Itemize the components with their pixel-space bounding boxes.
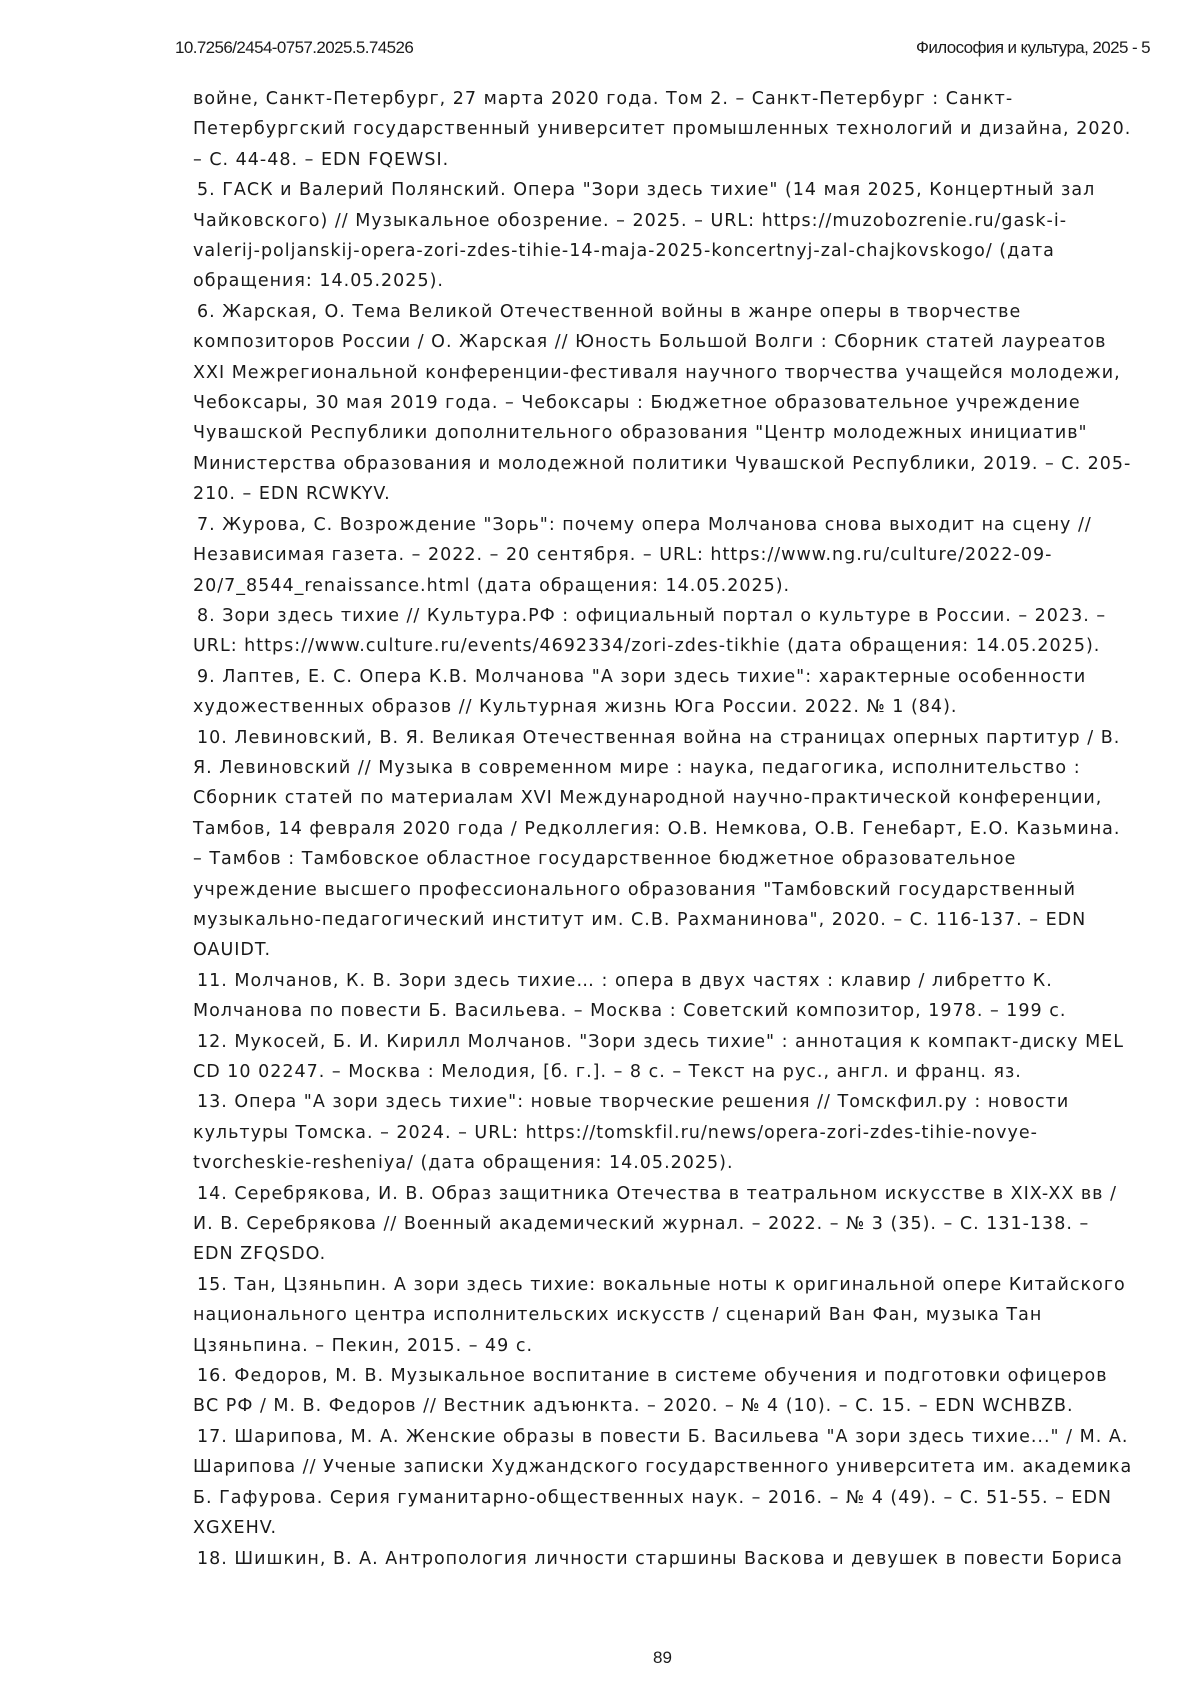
reference-item: 17. Шарипова, М. А. Женские образы в повести Б. Васильева "А зори здесь тихие..." / М. А. Шарипова // Ученые записки Худжандского государственного университета им. академика Б. Гафурова. Серия гуманитарно-общественных наук. – 2016. – № 4 (49). – С. 51-55. – EDN XGXEHV. (193, 1426, 1133, 1539)
reference-item: 13. Опера "А зори здесь тихие": новые творческие решения // Томскфил.ру : новости культуры Томска. – 2024. – URL: https://tomskfil.ru/news/opera-zori-zdes-tihie-novye-tvorcheskie-resheniya/ (дата обращения: 14.05.2025). (193, 1092, 1070, 1174)
reference-item: 14. Серебрякова, И. В. Образ защитника Отечества в театральном искусстве в XIX-XX вв / И. В. Серебрякова // Военный академический журнал. – 2022. – № 3 (35). – С. 131-138. – EDN ZFQSDO. (193, 1183, 1117, 1265)
reference-item: 15. Тан, Цзяньпин. А зори здесь тихие: вокальные ноты к оригинальной опере Китайского национального центра исполнительских искусств / сценарий Ван Фан, музыка Тан Цзяньпина. – Пекин, 2015. – 49 с. (193, 1274, 1126, 1356)
reference-list (193, 84, 1133, 1574)
reference-item: 9. Лаптев, Е. С. Опера К.В. Молчанова "А зори здесь тихие": характерные особенности художественных образов // Культурная жизнь Юга России. 2022. № 1 (84). (193, 666, 1087, 718)
reference-item: 11. Молчанов, К. В. Зори здесь тихие… : опера в двух частях : клавир / либретто К. Молчанова по повести Б. Васильева. – Москва : Советский композитор, 1978. – 199 с. (193, 970, 1067, 1022)
reference-item: 7. Журова, С. Возрождение "Зорь": почему опера Молчанова снова выходит на сцену // Независимая газета. – 2022. – 20 сентября. – URL: https://www.ng.ru/culture/2022-09-20/7_8544_renaissance.html (дата обращения: 14.05.2025). (193, 514, 1092, 596)
reference-item: 16. Федоров, М. В. Музыкальное воспитание в системе обучения и подготовки офицеров ВС РФ / М. В. Федоров // Вестник адъюнкта. – 2020. – № 4 (10). – С. 15. – EDN WCHBZB. (193, 1366, 1108, 1417)
running-head (175, 38, 1150, 62)
reference-item: 6. Жарская, О. Тема Великой Отечественной войны в жанре оперы в творчестве композиторов России / О. Жарская // Юность Большой Волги : Сборник статей лауреатов XXI Межрегиональной конференции-фестиваля научного творчества учащейся молодежи, Чебоксары, 30 мая 2019 года. – Чебоксары : Бюджетное образовательное учреждение Чувашской Республики дополнительного образования "Центр молодежных инициатив" Министерства образования и молодежной политики Чувашской Республики, 2019. – С. 205-210. – EDN RCWKYV. (193, 301, 1132, 505)
reference-item: 8. Зори здесь тихие // Культура.РФ : официальный портал о культуре в России. – 2023. – URL: https://www.culture.ru/events/4692334/zori-zdes-tikhie (дата обращения: 14.05.2025). (193, 605, 1107, 657)
page-number: 89 (653, 1648, 672, 1667)
reference-item: 5. ГАСК и Валерий Полянский. Опера "Зори здесь тихие" (14 мая 2025, Концертный зал Чайковского) // Музыкальное обозрение. – 2025. – URL: https://muzobozrenie.ru/gask-i-valerij-poljanskij-opera-zori-zdes-tihie-14-maja-2025-koncertnyj-zal-chajkovskogo/ (дата обращения: 14.05.2025). (193, 180, 1096, 292)
reference-item: войне, Санкт-Петербург, 27 марта 2020 года. Том 2. – Санкт-Петербург : Санкт-Петербургский государственный университет промышленных технологий и дизайна, 2020. – С. 44-48. – EDN FQEWSI. (193, 89, 1132, 170)
reference-item: 12. Мукосей, Б. И. Кирилл Молчанов. "Зори здесь тихие" : аннотация к компакт-диску MEL CD 10 02247. – Москва : Мелодия, [б. г.]. – 8 с. – Текст на рус., англ. и франц. яз. (193, 1031, 1124, 1082)
reference-item: 10. Левиновский, В. Я. Великая Отечественная война на страницах оперных партитур / В. Я. Левиновский // Музыка в современном мире : наука, педагогика, исполнительство : Сборник статей по материалам XVI Международной научно-практической конференции, Тамбов, 14 февраля 2020 года / Редколлегия: О.В. Немкова, О.В. Генебарт, Е.О. Казьмина. – Тамбов : Тамбовское областное государственное бюджетное образовательное учреждение высшего профессионального образования "Тамбовский государственный музыкально-педагогический институт им. С.В. Рахманинова", 2020. – С. 116-137. – EDN OAUIDT. (193, 727, 1121, 961)
journal-issue: Философия и культура, 2025 - 5 (916, 38, 1150, 57)
doi: 10.7256/2454-0757.2025.5.74526 (175, 38, 414, 57)
reference-item: 18. Шишкин, В. А. Антропология личности старшины Васкова и девушек в повести Бориса (197, 1548, 1124, 1569)
